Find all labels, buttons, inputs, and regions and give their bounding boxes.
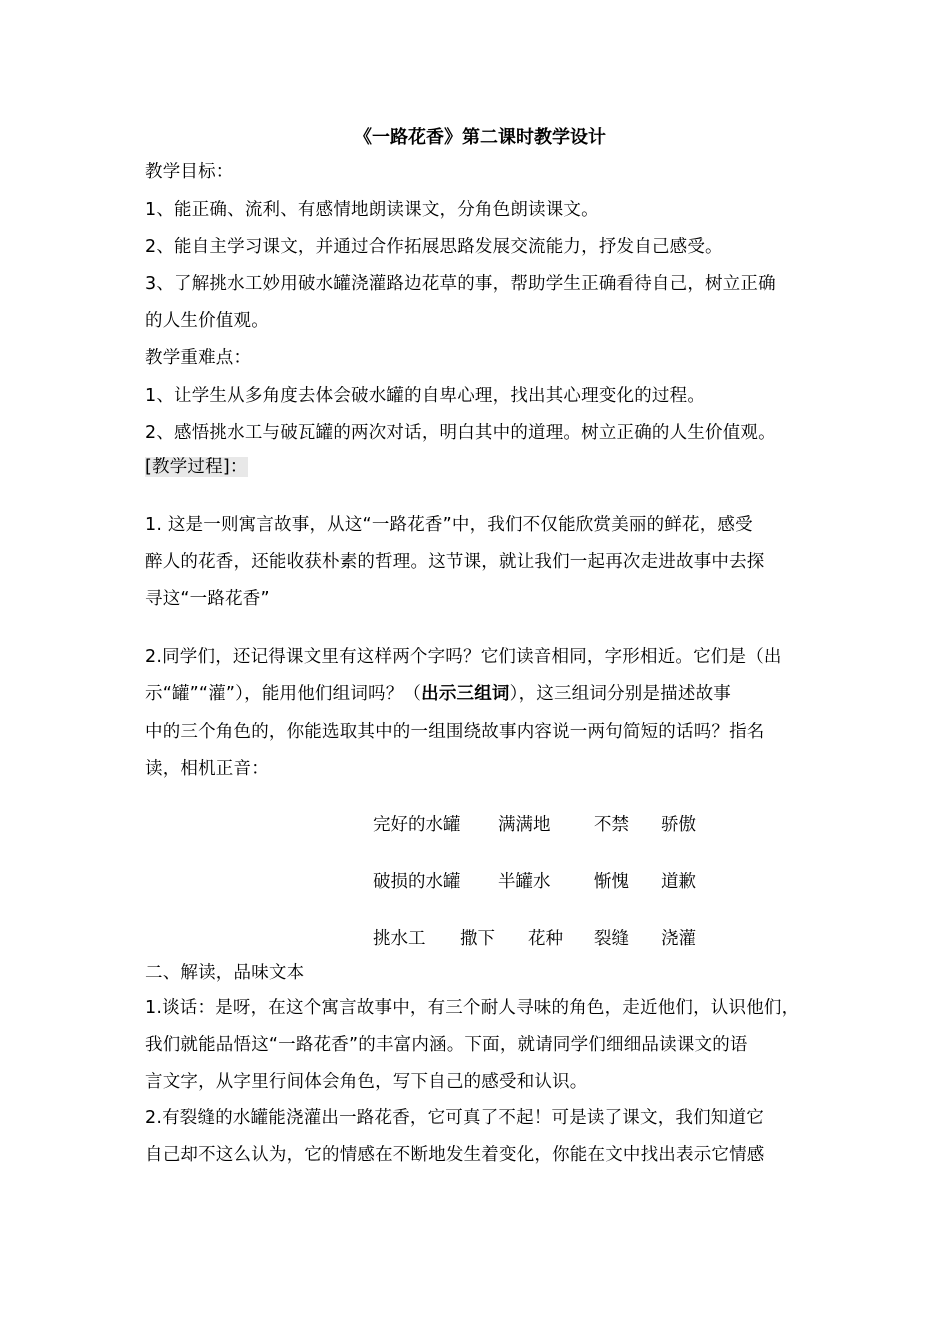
word-group-1-word-2: 满满地 bbox=[498, 815, 551, 835]
word-group-2-word-3: 惭愧 bbox=[594, 872, 629, 892]
word-group-2-word-4: 道歉 bbox=[661, 872, 696, 892]
objective-item-2: 2、能自主学习课文，并通过合作拓展思路发展交流能力，抒发自己感受。 bbox=[145, 237, 723, 257]
key-point-item-1: 1、让学生从多角度去体会破水罐的自卑心理，找出其心理变化的过程。 bbox=[145, 386, 706, 406]
step1-line-1: 1. 这是一则寓言故事，从这“一路花香”中，我们不仅能欣赏美丽的鲜花，感受 bbox=[145, 515, 753, 535]
section2-line-1: 1.谈话：是呀，在这个寓言故事中，有三个耐人寻味的角色，走近他们，认识他们， bbox=[145, 998, 800, 1018]
document-title: 《一路花香》第二课时教学设计 bbox=[354, 127, 606, 148]
step2-line-3: 中的三个角色的，你能选取其中的一组围绕故事内容说一两句简短的话吗？指名 bbox=[145, 722, 765, 742]
process-heading: [教学过程]： bbox=[145, 457, 248, 477]
process-heading-row bbox=[145, 455, 810, 479]
word-group-3-word-3: 花种 bbox=[528, 929, 563, 949]
objectives-heading: 教学目标： bbox=[145, 162, 234, 182]
word-group-3-word-5: 浇灌 bbox=[661, 929, 696, 949]
step2-line-2-start: 示“罐”“灌”），能用他们组词吗？（ bbox=[145, 684, 422, 704]
step1-line-2: 醉人的花香，还能收获朴素的哲理。这节课，就让我们一起再次走进故事中去探 bbox=[145, 552, 765, 572]
word-group-1-word-1: 完好的水罐 bbox=[373, 815, 461, 835]
key-point-item-2: 2、感悟挑水工与破瓦罐的两次对话，明白其中的道理。树立正确的人生价值观。 bbox=[145, 423, 776, 443]
word-group-3-word-1: 挑水工 bbox=[373, 929, 426, 949]
objective-item-3-cont: 的人生价值观。 bbox=[145, 311, 269, 331]
word-group-1-word-4: 骄傲 bbox=[661, 815, 696, 835]
step2-line-2 bbox=[145, 682, 810, 706]
step1-line-3: 寻这“一路花香” bbox=[145, 589, 270, 609]
step2-line-1: 2.同学们，还记得课文里有这样两个字吗？它们读音相同，字形相近。它们是（出 bbox=[145, 647, 782, 667]
step2-line-4: 读，相机正音： bbox=[145, 759, 269, 779]
word-group-2-word-2: 半罐水 bbox=[498, 872, 551, 892]
section2-line-4: 2.有裂缝的水罐能浇灌出一路花香，它可真了不起！可是读了课文，我们知道它 bbox=[145, 1108, 764, 1128]
step2-line-2-bold: 出示三组词 bbox=[421, 684, 510, 704]
word-group-3-word-2: 撒下 bbox=[460, 929, 495, 949]
key-points-heading: 教学重难点： bbox=[145, 348, 252, 368]
section2-line-5: 自己却不这么认为，它的情感在不断地发生着变化，你能在文中找出表示它情感 bbox=[145, 1145, 765, 1165]
objective-item-3: 3、了解挑水工妙用破水罐浇灌路边花草的事，帮助学生正确看待自己，树立正确 bbox=[145, 274, 776, 294]
section2-line-3: 言文字，从字里行间体会角色，写下自己的感受和认识。 bbox=[145, 1072, 588, 1092]
step2-line-2-end: ），这三组词分别是描述故事 bbox=[509, 684, 731, 704]
word-group-2-word-1: 破损的水罐 bbox=[373, 872, 461, 892]
section2-line-2: 我们就能品悟这“一路花香”的丰富内涵。下面，就请同学们细细品读课文的语 bbox=[145, 1035, 748, 1055]
word-group-3-word-4: 裂缝 bbox=[594, 929, 629, 949]
word-group-1-word-3: 不禁 bbox=[594, 815, 629, 835]
objective-item-1: 1、能正确、流利、有感情地朗读课文，分角色朗读课文。 bbox=[145, 200, 599, 220]
section2-heading: 二、解读，品味文本 bbox=[145, 963, 305, 983]
